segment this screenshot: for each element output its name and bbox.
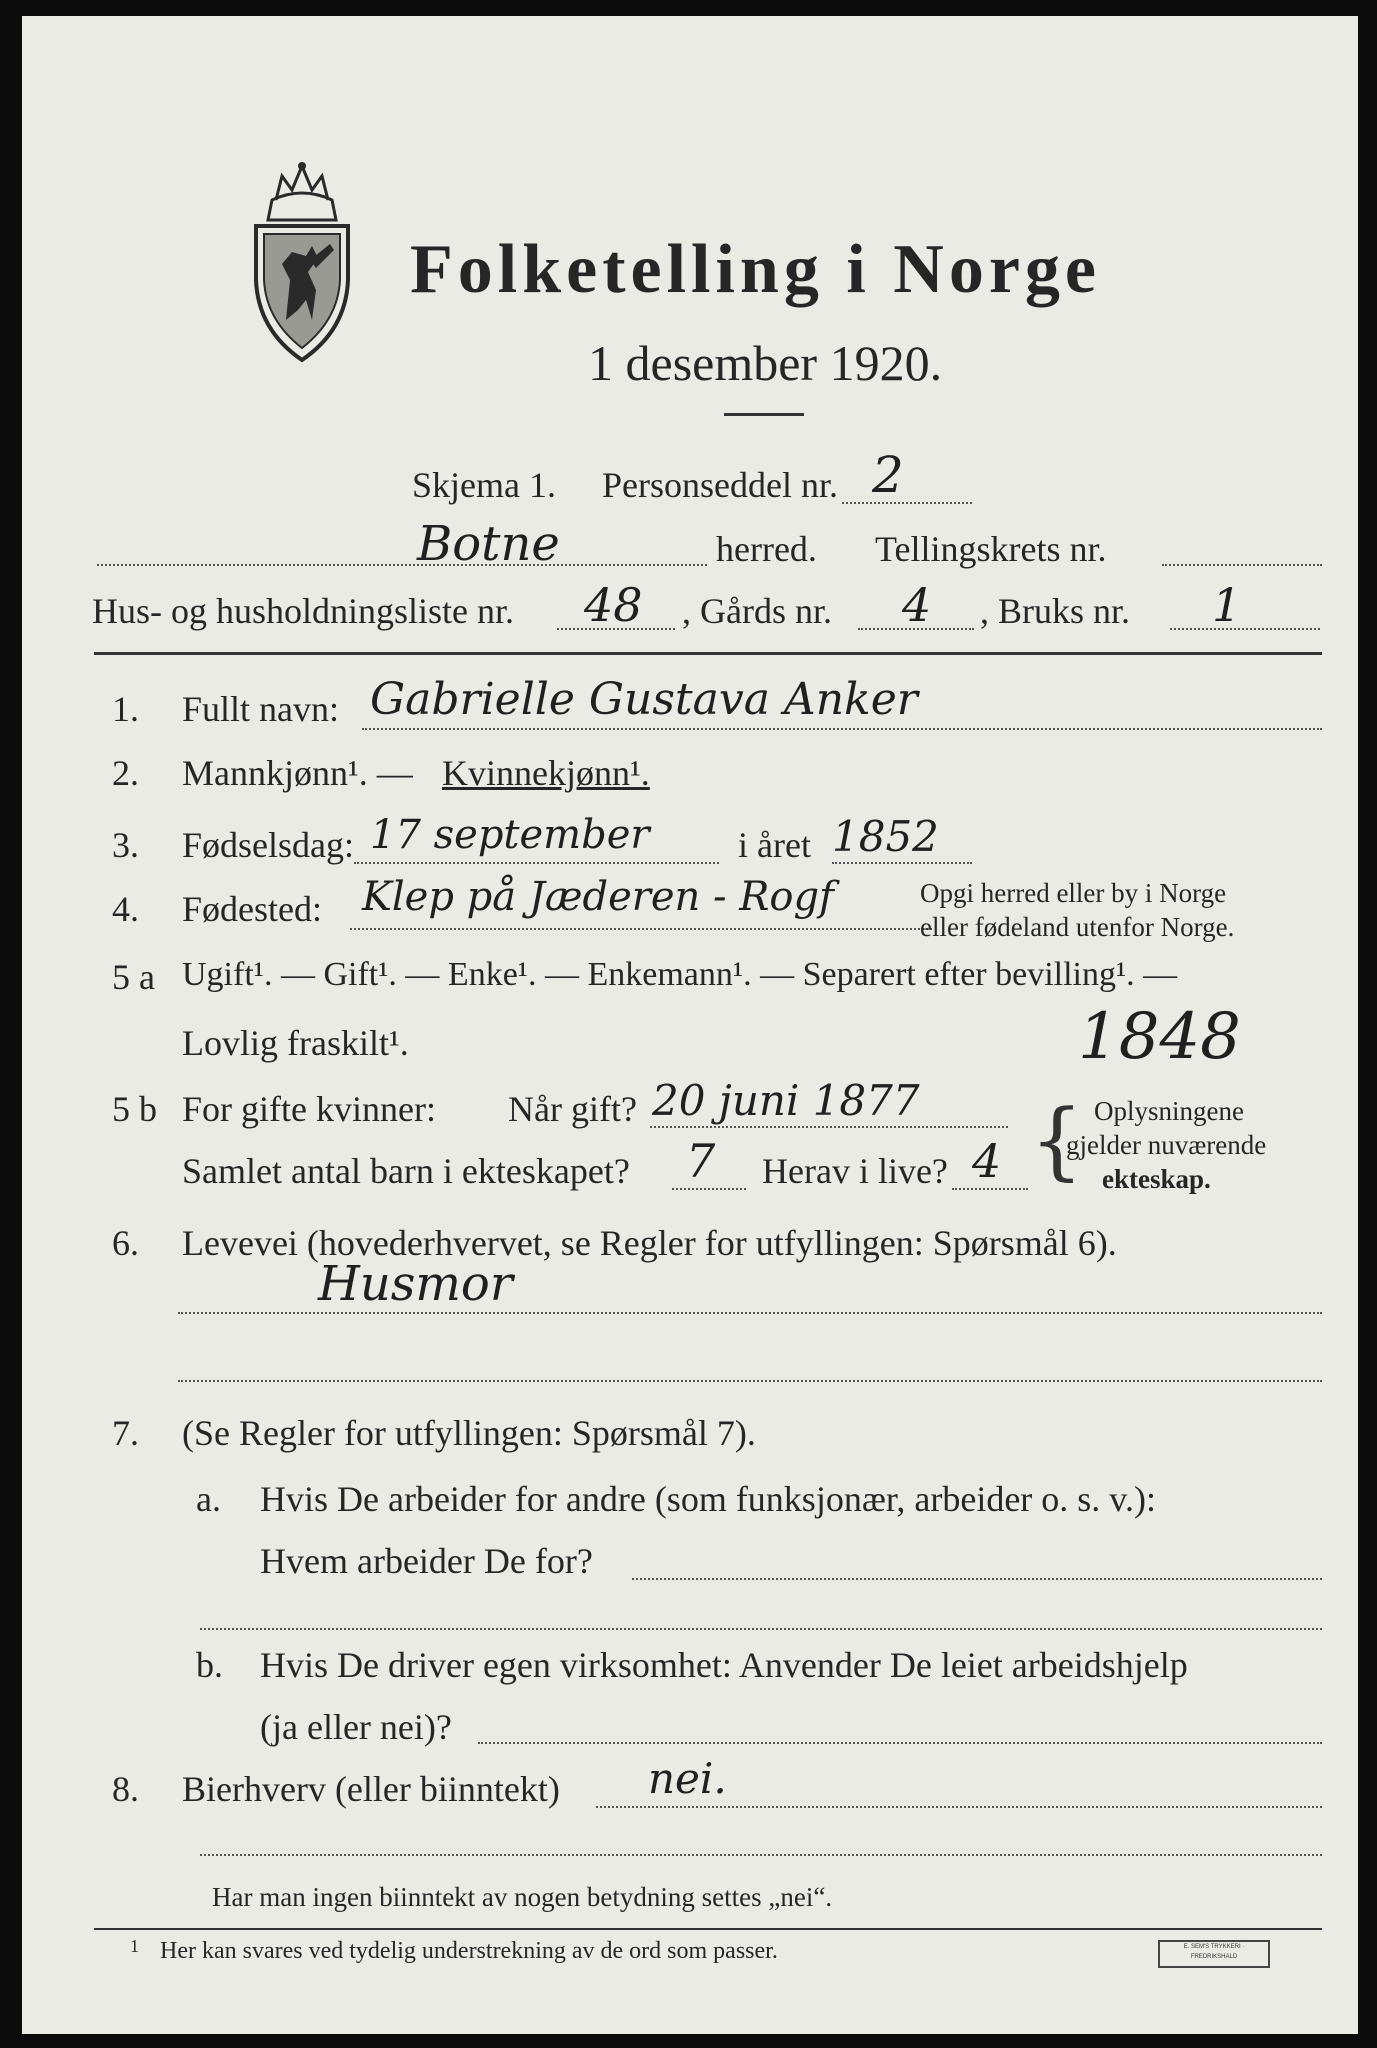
- q7b-letter: b.: [196, 1645, 223, 1685]
- q4-answer: Klep på Jæderen - Rogf: [362, 874, 834, 920]
- q8-answer: nei.: [648, 1754, 727, 1803]
- q6-field-2[interactable]: [178, 1380, 1322, 1382]
- q8-field-1[interactable]: [596, 1806, 1322, 1808]
- q7a-line2: Hvem arbeider De for?: [260, 1541, 593, 1581]
- q3-day-field[interactable]: [354, 862, 719, 864]
- husliste-value: 48: [584, 578, 643, 632]
- q3-label: Fødselsdag:: [182, 825, 355, 865]
- husliste-label: Hus- og husholdningsliste nr.: [92, 591, 515, 631]
- q5b-live-answer: 4: [972, 1134, 1002, 1188]
- printer-stamp: [1158, 1940, 1270, 1968]
- q1-number: 1.: [112, 689, 139, 729]
- q5b-brace-icon: {: [1030, 1091, 1084, 1189]
- q7-number: 7.: [112, 1413, 139, 1453]
- footnote-mark: 1: [130, 1936, 139, 1956]
- q5b-naar-label: Når gift?: [508, 1089, 637, 1129]
- q8-field-2[interactable]: [200, 1854, 1322, 1856]
- q7b-line2: (ja eller nei)?: [260, 1707, 452, 1747]
- q3-number: 3.: [112, 825, 139, 865]
- q5a-number: 5 a: [112, 957, 155, 997]
- gards-value: 4: [902, 578, 932, 632]
- q5b-note1: Oplysningene: [1094, 1096, 1244, 1126]
- q7b-line1: Hvis De driver egen virksomhet: Anvender De leiet arbeidshjelp: [260, 1645, 1188, 1685]
- personseddel-value: 2: [872, 446, 904, 504]
- q8-label: Bierhverv (eller biinntekt): [182, 1769, 560, 1809]
- bruks-label: , Bruks nr.: [980, 591, 1131, 631]
- bruks-value: 1: [1212, 578, 1242, 632]
- q5b-live-label: Herav i live?: [762, 1151, 948, 1191]
- q7a-field-1[interactable]: [632, 1578, 1322, 1580]
- page-title: Folketelling i Norge: [410, 231, 1102, 308]
- q4-field[interactable]: [350, 928, 932, 930]
- q5b-naar-field[interactable]: [650, 1126, 1008, 1128]
- q5b-barn-field[interactable]: [672, 1188, 746, 1190]
- q6-answer: Husmor: [318, 1256, 513, 1312]
- q2-mann: Mannkjønn¹. —: [182, 753, 413, 793]
- q5b-label2: Samlet antal barn i ekteskapet?: [182, 1151, 630, 1191]
- coat-of-arms-icon: [246, 160, 358, 366]
- q6-field-1[interactable]: [178, 1312, 1322, 1314]
- q3-answer-year: 1852: [832, 812, 939, 861]
- herred-field[interactable]: [97, 564, 707, 566]
- q2-kvinne: Kvinnekjønn¹.: [442, 753, 650, 793]
- q4-label: Fødested:: [182, 889, 322, 929]
- q7a-field-2[interactable]: [200, 1628, 1322, 1630]
- tellingskrets-label: Tellingskrets nr.: [875, 529, 1107, 569]
- skjema-label: Skjema 1.: [412, 465, 556, 505]
- q8-number: 8.: [112, 1769, 139, 1809]
- herred-value: Botne: [417, 516, 560, 572]
- tellingskrets-field[interactable]: [1162, 564, 1322, 566]
- q7a-line1: Hvis De arbeider for andre (som funksjonær, arbeider o. s. v.):: [260, 1479, 1156, 1519]
- q3-year-field[interactable]: [832, 862, 972, 864]
- footnote-rule: [94, 1928, 1322, 1930]
- q4-note-line2: eller fødeland utenfor Norge.: [920, 912, 1235, 942]
- q5b-naar-answer: 20 juni 1877: [652, 1076, 920, 1125]
- q5b-number: 5 b: [112, 1089, 157, 1129]
- title-divider: [724, 413, 804, 416]
- footer-note: Har man ingen biinntekt av nogen betydning settes „nei“.: [212, 1882, 833, 1912]
- census-form-sheet: [22, 16, 1358, 2034]
- q5b-label1: For gifte kvinner:: [182, 1089, 436, 1129]
- q2-number: 2.: [112, 753, 139, 793]
- q5b-barn-answer: 7: [686, 1134, 716, 1188]
- q7a-letter: a.: [196, 1479, 221, 1519]
- q1-field[interactable]: [362, 728, 1322, 730]
- census-date: 1 desember 1920.: [588, 335, 943, 391]
- bruks-field[interactable]: [1170, 628, 1320, 630]
- herred-label: herred.: [716, 529, 817, 569]
- q4-note-line1: Opgi herred eller by i Norge: [920, 878, 1227, 908]
- q6-label: Levevei (hovederhvervet, se Regler for utfyllingen: Spørsmål 6).: [182, 1223, 1117, 1263]
- header-rule: [94, 652, 1322, 655]
- gards-label: , Gårds nr.: [682, 591, 832, 631]
- q5b-live-field[interactable]: [952, 1188, 1028, 1190]
- q1-answer: Gabrielle Gustava Anker: [370, 674, 918, 725]
- q7-label: (Se Regler for utfyllingen: Spørsmål 7).: [182, 1413, 756, 1453]
- q3-year-label: i året: [738, 825, 811, 865]
- q5b-note2: gjelder nuværende: [1066, 1130, 1267, 1160]
- personseddel-field[interactable]: [842, 502, 972, 504]
- footnote-text: Her kan svares ved tydelig understrekning av de ord som passer.: [160, 1938, 778, 1964]
- printer-text: E. SEM'S TRYKKERI · FREDRIKSHALD: [1183, 1944, 1245, 1960]
- q5a-annotation: 1848: [1078, 1000, 1241, 1074]
- q7b-field[interactable]: [478, 1742, 1322, 1744]
- q6-number: 6.: [112, 1223, 139, 1263]
- q4-number: 4.: [112, 889, 139, 929]
- q5b-note3: ekteskap.: [1102, 1164, 1211, 1194]
- personseddel-label: Personseddel nr.: [602, 465, 838, 505]
- q5a-line2: Lovlig fraskilt¹.: [182, 1023, 409, 1063]
- q1-label: Fullt navn:: [182, 689, 340, 729]
- q5a-line1: Ugift¹. — Gift¹. — Enke¹. — Enkemann¹. — Separert efter bevilling¹. —: [182, 956, 1178, 993]
- q3-answer-day: 17 september: [370, 812, 650, 858]
